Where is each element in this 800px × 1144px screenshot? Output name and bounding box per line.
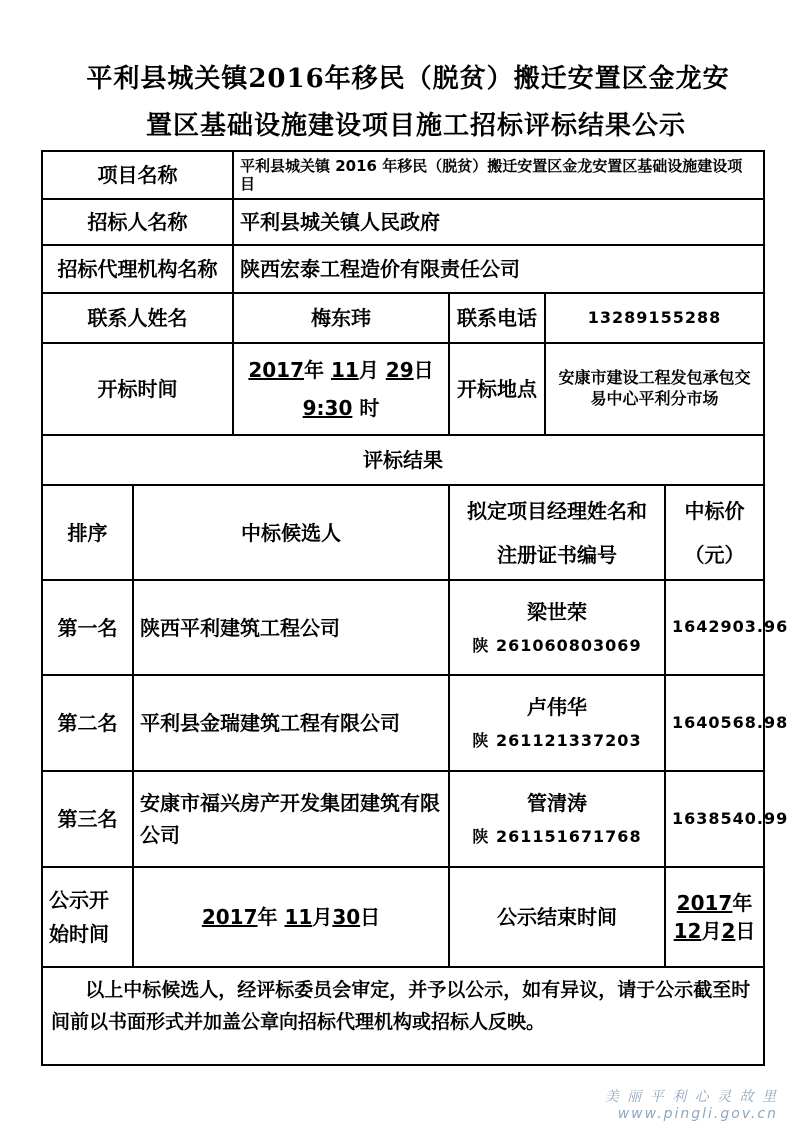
page-title-line1: 平利县城关镇2016年移民（脱贫）搬迁安置区金龙安 bbox=[86, 64, 730, 94]
result-candidate: 陕西平利建筑工程公司 bbox=[133, 580, 449, 675]
open-place-value: 安康市建设工程发包承包交易中心平利分市场 bbox=[545, 343, 764, 435]
watermark-url: www.pingli.gov.cn bbox=[617, 1106, 778, 1122]
result-candidate: 平利县金瑞建筑工程有限公司 bbox=[133, 675, 449, 771]
open-time-value: 2017年 11月 29日 9:30 时 bbox=[233, 343, 449, 435]
column-price: 中标价 （元） bbox=[665, 485, 764, 580]
table-row bbox=[42, 675, 764, 771]
agency-label: 招标代理机构名称 bbox=[42, 245, 233, 293]
column-manager: 拟定项目经理姓名和 注册证书编号 bbox=[449, 485, 665, 580]
result-candidate: 安康市福兴房产开发集团建筑有限公司 bbox=[133, 771, 449, 867]
table-row bbox=[42, 199, 764, 245]
table-row bbox=[42, 293, 764, 343]
watermark-slogan: 美 丽 平 利 心 灵 故 里 bbox=[604, 1089, 778, 1105]
notice-start-label: 公示开始时间 bbox=[42, 867, 133, 967]
table-row bbox=[42, 580, 764, 675]
tenderer-label: 招标人名称 bbox=[42, 199, 233, 245]
table-row bbox=[42, 771, 764, 867]
open-month: 11 bbox=[330, 358, 359, 382]
result-rank: 第三名 bbox=[42, 771, 133, 867]
contact-label: 联系人姓名 bbox=[42, 293, 233, 343]
result-manager: 梁世荣 陕 261060803069 bbox=[449, 580, 665, 675]
table-row bbox=[42, 343, 764, 435]
table-row bbox=[42, 485, 764, 580]
table-row bbox=[42, 867, 764, 967]
phone-label: 联系电话 bbox=[449, 293, 545, 343]
project-name-label: 项目名称 bbox=[42, 151, 233, 199]
agency-value: 陕西宏泰工程造价有限责任公司 bbox=[233, 245, 764, 293]
notice-end-value: 2017年 12月2日 bbox=[665, 867, 764, 967]
table-row bbox=[42, 245, 764, 293]
watermark bbox=[605, 1086, 778, 1122]
contact-value: 梅东玮 bbox=[233, 293, 449, 343]
table-row bbox=[42, 151, 764, 199]
result-price: 1640568.98 bbox=[665, 675, 764, 771]
open-place-label: 开标地点 bbox=[449, 343, 545, 435]
table-row bbox=[42, 967, 764, 1065]
result-rank: 第二名 bbox=[42, 675, 133, 771]
phone-value: 13289155288 bbox=[545, 293, 764, 343]
notice-start-value: 2017年 11月30日 bbox=[133, 867, 449, 967]
results-header: 评标结果 bbox=[42, 435, 764, 485]
result-manager: 管清涛 陕 261151671768 bbox=[449, 771, 665, 867]
result-price: 1642903.96 bbox=[665, 580, 764, 675]
notice-note: 以上中标候选人，经评标委员会审定，并予以公示，如有异议，请于公示截至时间前以书面形式并加盖公章向招标代理机构或招标人反映。 bbox=[42, 967, 764, 1065]
open-time-label: 开标时间 bbox=[42, 343, 233, 435]
open-year: 2017 bbox=[248, 358, 305, 382]
open-day: 29 bbox=[385, 358, 414, 382]
result-rank: 第一名 bbox=[42, 580, 133, 675]
result-price: 1638540.99 bbox=[665, 771, 764, 867]
page-title-line2: 置区基础设施建设项目施工招标评标结果公示 bbox=[145, 111, 686, 141]
tender-results-table bbox=[41, 150, 789, 1066]
tenderer-value: 平利县城关镇人民政府 bbox=[233, 199, 764, 245]
column-candidate: 中标候选人 bbox=[133, 485, 449, 580]
table-row bbox=[42, 435, 764, 485]
notice-end-label: 公示结束时间 bbox=[449, 867, 665, 967]
result-manager: 卢伟华 陕 261121337203 bbox=[449, 675, 665, 771]
column-rank: 排序 bbox=[42, 485, 133, 580]
open-hour: 9:30 bbox=[302, 396, 353, 420]
project-name-value: 平利县城关镇 2016 年移民（脱贫）搬迁安置区金龙安置区基础设施建设项目 bbox=[233, 151, 764, 199]
